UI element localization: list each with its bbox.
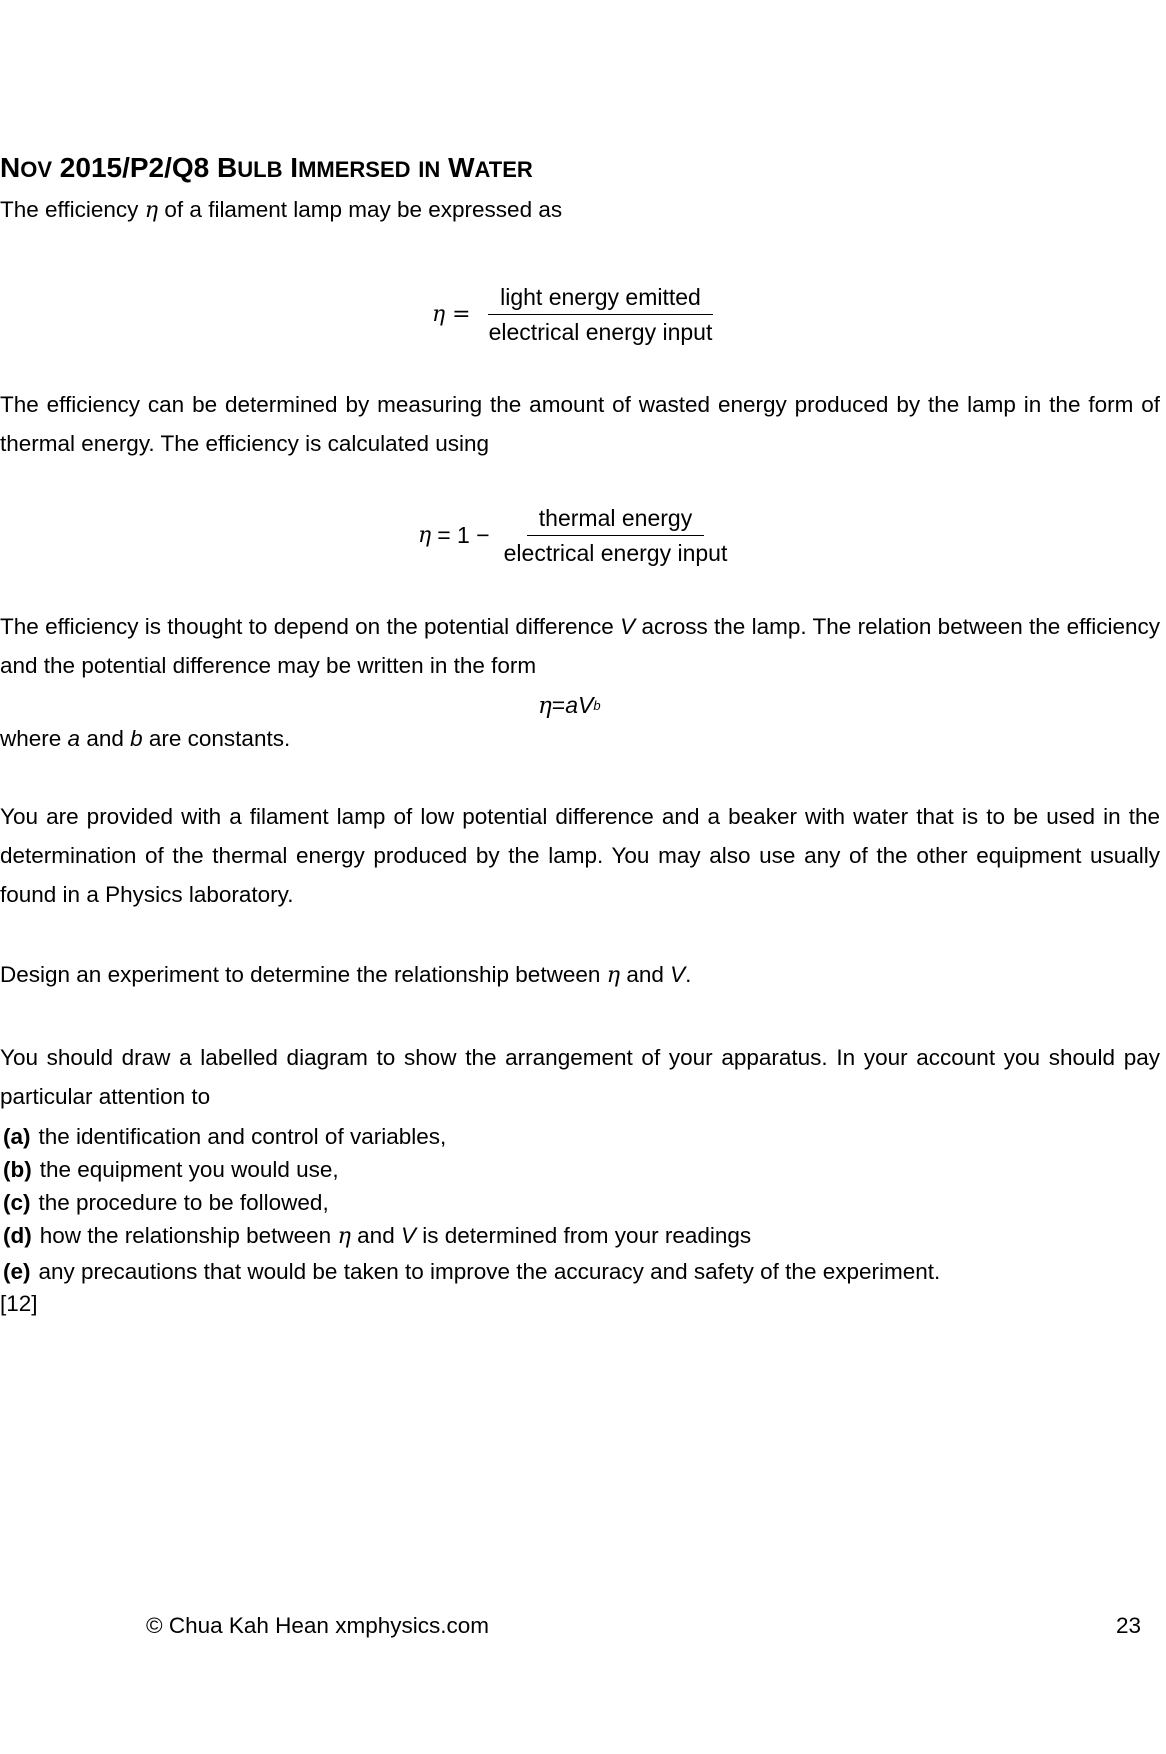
paragraph-relation: The efficiency is thought to depend on the potential difference V across the lamp. The relation between the efficiency and the potential difference may be written in the form [0, 614, 1161, 678]
paragraph-thermal: The efficiency can be determined by measuring the amount of wasted energy produced by the lamp in the form of thermal energy. The efficiency is calculated using [0, 392, 1160, 456]
marks: [12] [0, 1291, 38, 1316]
thermal-equation: η = 1 − $\frac{\text{thermal energy}}{\text{electrical energy input}}$ [418, 503, 739, 568]
page-number: 23 [1116, 1613, 1142, 1638]
eq2-denominator: electrical energy input [503, 540, 728, 566]
page-title: NOV 2015/P2/Q8 BULB IMMERSED IN WATER [0, 152, 533, 183]
list-item: (a) the identification and control of variables, [3, 1124, 447, 1149]
footer-copyright: © Chua Kah Hean xmphysics.com [146, 1613, 489, 1638]
list-item: (d) how the relationship between η and V is determined from your readings [3, 1223, 752, 1249]
paragraph-apparatus: You are provided with a filament lamp of low potential difference and a beaker with water that is to be used in the determination of the thermal energy produced by the lamp. You may also use any of the other equipment usually found in a Physics laboratory. [0, 804, 1160, 907]
paragraph-design: Design an experiment to determine the relationship between η and V. [0, 962, 692, 988]
eq1-numerator: light energy emitted [488, 282, 713, 315]
list-item: (c) the procedure to be followed, [3, 1190, 329, 1215]
intro-paragraph: The efficiency η of a filament lamp may be expressed as [0, 197, 563, 223]
paragraph-instructions: You should draw a labelled diagram to show the arrangement of your apparatus. In your account you should pay particular attention to [0, 1045, 1160, 1109]
eq1-denominator: electrical energy input [488, 319, 713, 345]
eq2-numerator: thermal energy [527, 503, 704, 536]
list-item: (b) the equipment you would use, [3, 1157, 339, 1182]
power-law-equation: η = a V b [538, 692, 601, 719]
list-item: (e) any precautions that would be taken to improve the accuracy and safety of the experiment. [3, 1259, 941, 1284]
efficiency-equation: η = $\frac{\text{light energy emitted}}{\text{electrical energy input}}$ [432, 282, 724, 347]
paragraph-constants: where a and b are constants. [0, 726, 291, 751]
